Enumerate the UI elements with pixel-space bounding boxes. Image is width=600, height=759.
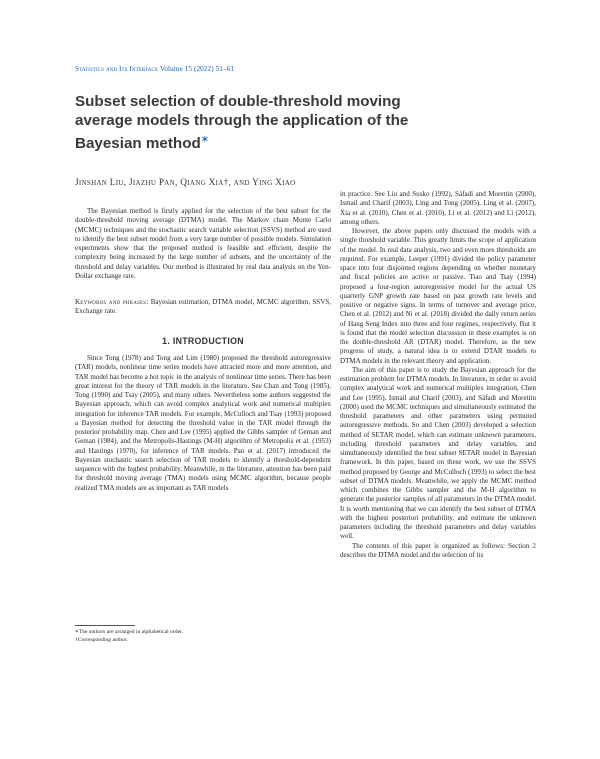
paper-title <box>75 92 435 153</box>
paragraph-4-end: describes the DTMA model and the selection of its <box>340 550 484 559</box>
right-column <box>340 190 536 560</box>
right-paragraph-3: The aim of this paper is to study the Bayesian approach for the estimation problem for DTMA models. In literature, in order to avoid complex analytical work and numerical multiplex integration, Chen and Lee (1995), Ismail and Charif (2003), and Sáfadi and Morettin (2000) used the MCMC techniques and simultaneously estimated the threshold parameters and other parameters using permuted autoregressive methods. So and Chen (2003) developed a selection method of SETAR model, which can estimate unknown parameters, including threshold parameters and delay variables, and simultaneously identified the best subset SETAR model in Bayesian framework. In this paper, based on these work, we use the SSVS method proposed by George and McCulloch (1993) to select the best subset of DTMA models. Meanwhile, we apply the MCMC method which combines the Gibbs sampler and the M-H algorithm to generate the posterior samples of all parameters in the DTMA model. It is worth mentioning that we can identify the best subset of DTMA with the highest posteriori probability, and estimate the unknown parameters including the threshold parameters and delay variables well. <box>340 365 536 541</box>
right-paragraph-2: However, the above papers only discussed the models with a single threshold variable. This greatly limits the scope of application of the model. In real data analysis, two and even more thresholds are required. For example, Leeper (1991) divided the policy parameter space into four disjointed regions depending on whether monetary and fiscal policies are active or passive. Tiao and Tsay (1994) proposed a four-region autoregressive model for the actual US quarterly GNP growth rate based on past growth rate levels and positive or negative signs. In terms of turnover and average price, Chen et al. (2012) and Ni et al. (2018) divided the daily return series of Hang Seng Index into three and four regimes, respectively. But it is found that the model selection discussion in these examples is on the double-threshold AR (DTAR) model. Therefore, as the new progress of study, a natural idea is to extend DTAR models to DTMA models in the relevant theory and application. <box>340 227 536 365</box>
abstract <box>75 207 331 281</box>
paragraph-4-start: The contents of this paper is organized as follows: Section <box>352 541 533 550</box>
volume-info: Volume 15 (2022) 51–61 <box>159 65 235 73</box>
title-footnote-mark: ∗ <box>200 134 210 145</box>
right-paragraph-4 <box>340 542 536 561</box>
footnotes <box>75 625 331 644</box>
footnote-1: ∗The authors are arranged in alphabetical order. <box>75 629 184 635</box>
paper-title-text: Subset selection of double-threshold moving average models through the application of the Bayesian method <box>75 93 409 153</box>
footnote-rule <box>75 625 135 626</box>
keywords-text: Bayesian estimation, DTMA model, MCMC algorithm, SSVS, Exchange rate. <box>75 298 331 316</box>
author-list: Jinshan Liu, Jiazhu Pan, Qiang Xia†, and Ying Xiao <box>75 178 296 188</box>
journal-name: Statistics and Its Interface <box>75 65 159 73</box>
abstract-text: The Bayesian method is firstly applied for the selection of the best subset for the double-threshold moving average (DTMA) model. The Markov chain Monte Carlo (MCMC) techniques and the stochastic search variable selection (SSVS) method are used to identify the best subset model from a very large number of possible models. Simulation experiments show that the proposed method is feasible and efficient, despite the complexity being increased by the large number of subsets, and the uncertainty of the threshold and delay variables. Our method is illustrated by real data analysis on the Yen-Dollar exchange rate. <box>75 207 331 280</box>
keywords-label: Keywords and phrases: <box>75 298 149 306</box>
keywords-paragraph <box>75 298 331 317</box>
introduction-body <box>75 354 331 493</box>
right-continuation-paragraph: in practice. See Liu and Susko (1992), Sáfadi and Morettin (2000), Ismail and Charif (2003), Ling and Tong (2005), Ling et al. (2007), Xia et al. (2010), Chen et al. (2010), Li et al. (2012) and Li (2012), among others. <box>340 190 536 226</box>
keywords <box>75 298 331 317</box>
section-heading-introduction: 1. INTRODUCTION <box>162 336 244 346</box>
running-head <box>75 65 234 73</box>
section-2-link[interactable]: 2 <box>532 541 536 550</box>
footnote-2: †Corresponding author. <box>75 636 128 643</box>
intro-paragraph: Since Tong (1978) and Tong and Lim (1980) proposed the threshold autoregressive (TAR) models, nonlinear time series models have attracted more and more attention, and TAR model has become a hot topic in the analysis of nonlinear time series. There has been great interest for the theory of TAR models in the literature. See Chan and Tong (1985), Tong (1990) and Tsay (2005), and many others. Nevertheless some authors suggested the Bayesian approach, which can avoid complex analytical work and numerical multiplex integration for inference TAR models. For example, McCulloch and Tsay (1993) proposed a Bayesian method for detecting the threshold value in the TAR model through the posterior probability map. Chen and Lee (1995) applied the Gibbs sampler of Geman and Geman (1984), and the Metropolis-Hastings (M-H) algorithm of Metropolis et al. (1953) and Hastings (1970), for inference of TAR models. Pan et al. (2017) introduced the Bayesian stochastic search selection of TAR models to identify a threshold-dependent sequence with the highest probability. Meanwhile, in the literature, attention has been paid for threshold moving average (TMA) models using MCMC algorithm, because people realized TMA models are as important as TAR models <box>75 354 331 492</box>
